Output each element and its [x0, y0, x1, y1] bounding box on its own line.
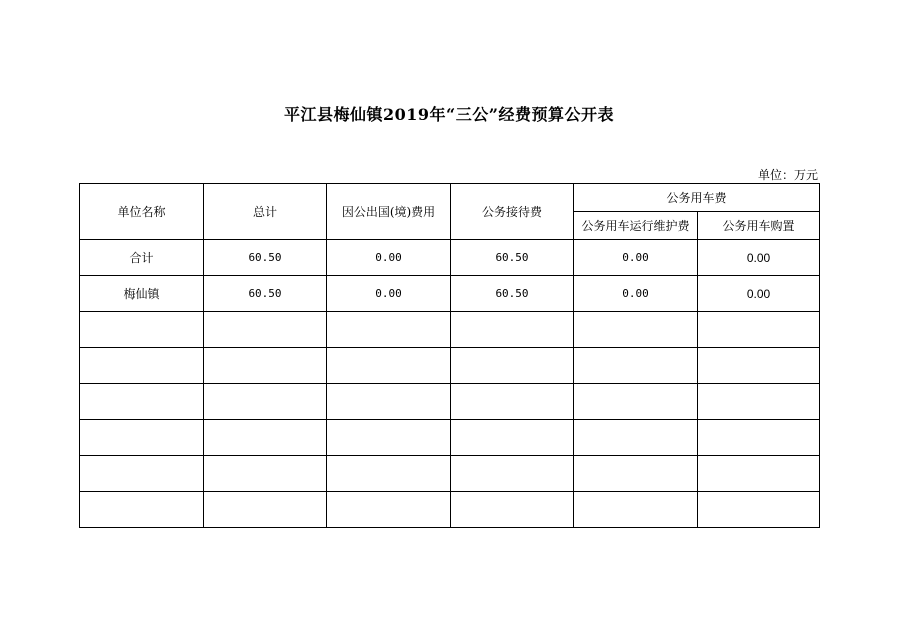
budget-table [79, 183, 820, 528]
header-vehicle-ops: 公务用车运行维护费 [574, 212, 698, 240]
cell-vehicle-purchase: 0.00 [698, 240, 820, 276]
cell-total: 60.50 [204, 240, 327, 276]
cell-vehicle-ops: 0.00 [574, 276, 698, 312]
empty-row [80, 312, 820, 348]
cell-vehicle-ops: 0.00 [574, 240, 698, 276]
cell-reception: 60.50 [451, 276, 574, 312]
header-vehicle: 公务用车费 [574, 184, 820, 212]
header-reception: 公务接待费 [451, 184, 574, 240]
unit-label: 单位：万元 [757, 168, 818, 182]
cell-name: 合计 [80, 240, 204, 276]
empty-row [80, 492, 820, 528]
empty-row [80, 348, 820, 384]
empty-row [80, 420, 820, 456]
table-row [80, 240, 820, 276]
cell-abroad: 0.00 [327, 240, 451, 276]
cell-abroad: 0.00 [327, 276, 451, 312]
empty-row [80, 384, 820, 420]
cell-name: 梅仙镇 [80, 276, 204, 312]
empty-row [80, 456, 820, 492]
header-vehicle-purchase: 公务用车购置 [698, 212, 820, 240]
cell-total: 60.50 [204, 276, 327, 312]
cell-reception: 60.50 [451, 240, 574, 276]
cell-vehicle-purchase: 0.00 [698, 276, 820, 312]
page-title: 平江县梅仙镇2019年“三公”经费预算公开表 [284, 105, 614, 124]
header-unit-name: 单位名称 [80, 184, 204, 240]
header-abroad: 因公出国(境)费用 [327, 184, 451, 240]
table-row [80, 276, 820, 312]
header-total: 总计 [204, 184, 327, 240]
